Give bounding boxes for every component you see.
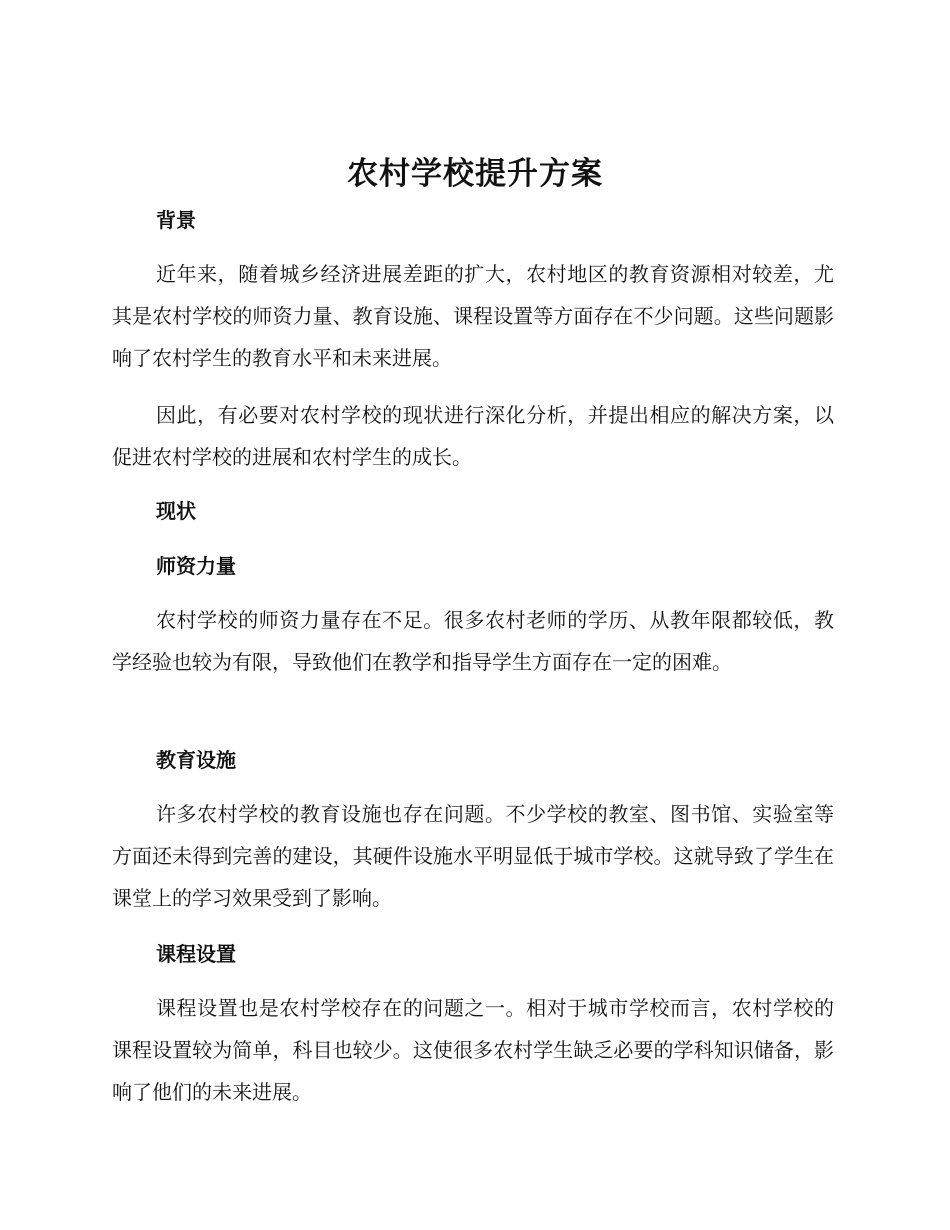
- section-heading-curriculum: 课程设置: [156, 942, 236, 966]
- paragraph-facilities-1: 许多农村学校的教育设施也存在问题。不少学校的教室、图书馆、实验室等方面还未得到完善的建设，其硬件设施水平明显低于城市学校。这就导致了学生在课堂上的学习效果受到了影响。: [112, 802, 834, 910]
- paragraph-background-2: 因此，有必要对农村学校的现状进行深化分析，并提出相应的解决方案，以促进农村学校的进展和农村学生的成长。: [112, 403, 834, 469]
- section-heading-status: 现状: [156, 499, 196, 523]
- document-title: 农村学校提升方案: [347, 156, 603, 192]
- section-heading-facilities: 教育设施: [156, 748, 236, 772]
- paragraph-background-1: 近年来，随着城乡经济进展差距的扩大，农村地区的教育资源相对较差，尤其是农村学校的师资力量、教育设施、课程设置等方面存在不少问题。这些问题影响了农村学生的教育水平和未来进展。: [112, 262, 834, 370]
- section-heading-teachers: 师资力量: [156, 554, 236, 578]
- paragraph-curriculum-1: 课程设置也是农村学校存在的问题之一。相对于城市学校而言，农村学校的课程设置较为简单，科目也较少。这使很多农村学生缺乏必要的学科知识储备，影响了他们的未来进展。: [112, 996, 834, 1104]
- section-heading-background: 背景: [156, 208, 196, 232]
- paragraph-teachers-1: 农村学校的师资力量存在不足。很多农村老师的学历、从教年限都较低，教学经验也较为有限，导致他们在教学和指导学生方面存在一定的困难。: [112, 608, 834, 674]
